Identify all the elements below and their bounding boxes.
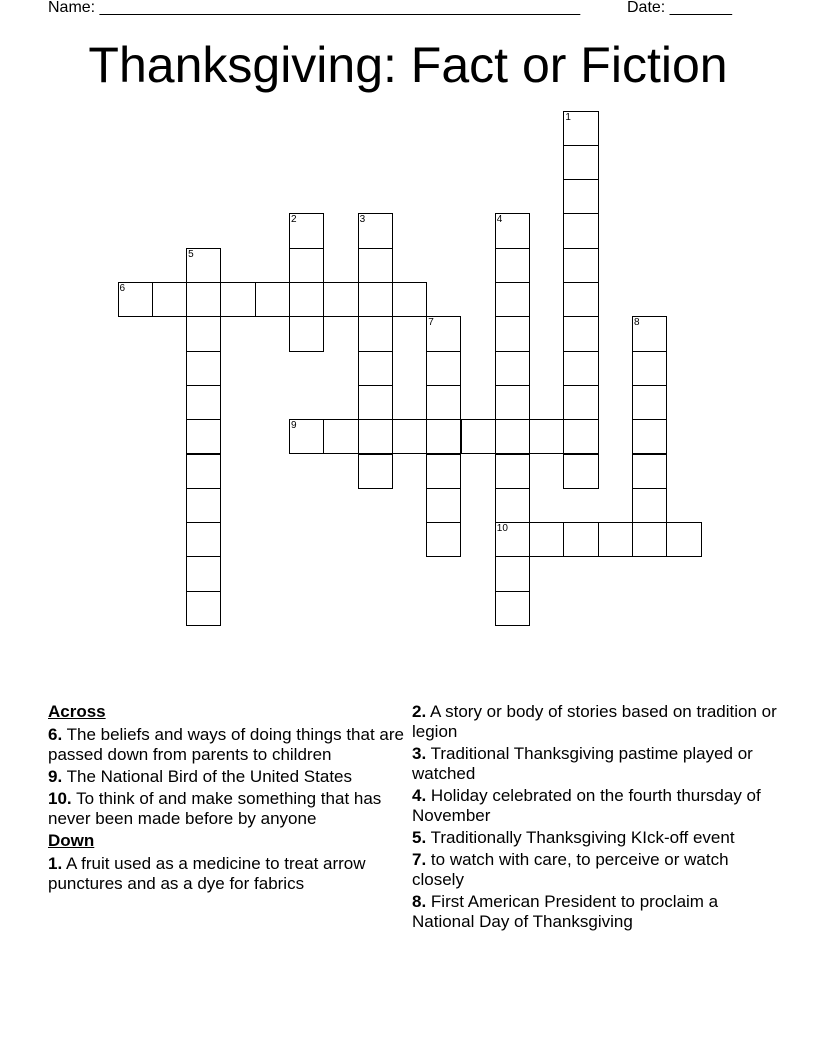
grid-cell[interactable] <box>289 282 324 317</box>
grid-cell[interactable] <box>186 385 221 420</box>
grid-cell[interactable] <box>289 248 324 283</box>
clue-across-9 <box>48 767 408 787</box>
grid-cell[interactable] <box>358 454 393 489</box>
grid-cell[interactable] <box>323 282 358 317</box>
grid-cell[interactable] <box>426 522 461 557</box>
clue-text: to watch with care, to perceive or watch closely <box>412 850 729 889</box>
grid-cell[interactable] <box>563 111 598 146</box>
grid-cell[interactable] <box>632 522 667 557</box>
clue-down-7 <box>412 850 782 890</box>
date-label: Date: _______ <box>627 0 732 16</box>
clue-down-4 <box>412 786 782 826</box>
cell-number: 7 <box>428 317 434 329</box>
clue-down-8 <box>412 892 782 932</box>
clue-text: A fruit used as a medicine to treat arrow punctures and as a dye for fabrics <box>48 854 366 893</box>
grid-cell[interactable] <box>358 419 393 454</box>
grid-cell[interactable] <box>186 248 221 283</box>
clue-number: 10. <box>48 789 72 808</box>
grid-cell[interactable] <box>495 248 530 283</box>
grid-cell[interactable] <box>666 522 701 557</box>
clue-number: 3. <box>412 744 427 763</box>
grid-cell[interactable] <box>563 179 598 214</box>
grid-cell[interactable] <box>563 385 598 420</box>
cell-number: 1 <box>565 111 571 123</box>
grid-cell[interactable] <box>186 591 221 626</box>
clue-down-1 <box>48 854 408 894</box>
grid-cell[interactable] <box>426 488 461 523</box>
clues-right-column <box>412 702 782 934</box>
grid-cell[interactable] <box>392 282 427 317</box>
grid-cell[interactable] <box>632 316 667 351</box>
clue-across-10 <box>48 789 408 829</box>
grid-cell[interactable] <box>186 282 221 317</box>
grid-cell[interactable] <box>118 282 153 317</box>
grid-cell[interactable] <box>186 316 221 351</box>
grid-cell[interactable] <box>495 591 530 626</box>
clues-left-column <box>48 702 408 896</box>
grid-cell[interactable] <box>632 488 667 523</box>
grid-cell[interactable] <box>563 419 598 454</box>
clue-text: To think of and make something that has never been made before by anyone <box>48 789 382 828</box>
grid-cell[interactable] <box>632 454 667 489</box>
clue-down-2 <box>412 702 782 742</box>
cell-number: 4 <box>496 214 503 226</box>
grid-cell[interactable] <box>563 145 598 180</box>
clue-number: 6. <box>48 725 63 744</box>
clue-number: 8. <box>412 892 427 911</box>
grid-cell[interactable] <box>152 282 187 317</box>
grid-cell[interactable] <box>495 213 530 248</box>
cell-number: 8 <box>634 317 640 329</box>
clue-text: A story or body of stories based on tradition or legion <box>412 702 777 741</box>
grid-cell[interactable] <box>220 282 255 317</box>
grid-cell[interactable] <box>358 385 393 420</box>
across-heading: Across <box>48 702 106 721</box>
grid-cell[interactable] <box>186 419 221 454</box>
grid-cell[interactable] <box>563 316 598 351</box>
grid-cell[interactable] <box>495 419 530 454</box>
cell-number: 9 <box>291 420 297 432</box>
grid-cell[interactable] <box>495 454 530 489</box>
grid-cell[interactable] <box>426 419 461 454</box>
down-heading: Down <box>48 831 95 850</box>
clue-down-5 <box>412 828 782 848</box>
grid-cell[interactable] <box>598 522 633 557</box>
grid-cell[interactable] <box>426 351 461 386</box>
grid-cell[interactable] <box>289 316 324 351</box>
grid-cell[interactable] <box>358 316 393 351</box>
grid-cell[interactable] <box>358 282 393 317</box>
clue-down-3 <box>412 744 782 784</box>
clue-number: 9. <box>48 767 63 786</box>
page-title: Thanksgiving: Fact or Fiction <box>88 37 728 93</box>
grid-cell[interactable] <box>529 419 564 454</box>
grid-cell[interactable] <box>426 316 461 351</box>
grid-cell[interactable] <box>563 282 598 317</box>
clue-number: 7. <box>412 850 427 869</box>
grid-cell[interactable] <box>632 351 667 386</box>
clue-across-6 <box>48 725 408 765</box>
grid-cell[interactable] <box>186 556 221 591</box>
clue-text: Holiday celebrated on the fourth thursday of November <box>412 786 761 825</box>
grid-cell[interactable] <box>358 213 393 248</box>
grid-cell[interactable] <box>495 522 530 557</box>
grid-cell[interactable] <box>563 454 598 489</box>
cell-number: 3 <box>359 214 366 226</box>
clue-number: 2. <box>412 702 427 721</box>
grid-cell[interactable] <box>461 419 496 454</box>
grid-cell[interactable] <box>495 282 530 317</box>
grid-cell[interactable] <box>495 316 530 351</box>
grid-cell[interactable] <box>289 213 324 248</box>
grid-cell[interactable] <box>495 385 530 420</box>
grid-cell[interactable] <box>529 522 564 557</box>
grid-cell[interactable] <box>632 385 667 420</box>
clue-number: 4. <box>412 786 427 805</box>
grid-cell[interactable] <box>563 351 598 386</box>
grid-cell[interactable] <box>186 522 221 557</box>
clue-text: The National Bird of the United States <box>66 767 352 786</box>
grid-cell[interactable] <box>563 522 598 557</box>
clue-text: Traditional Thanksgiving pastime played or watched <box>412 744 753 783</box>
clue-text: The beliefs and ways of doing things that are passed down from parents to children <box>48 725 404 764</box>
grid-cell[interactable] <box>426 385 461 420</box>
grid-cell[interactable] <box>289 419 324 454</box>
grid-cell[interactable] <box>186 351 221 386</box>
grid-cell[interactable] <box>495 351 530 386</box>
grid-cell[interactable] <box>358 351 393 386</box>
clue-number: 5. <box>412 828 427 847</box>
grid-cell[interactable] <box>495 556 530 591</box>
grid-cell[interactable] <box>495 488 530 523</box>
grid-cell[interactable] <box>563 248 598 283</box>
grid-cell[interactable] <box>323 419 358 454</box>
grid-cell[interactable] <box>186 454 221 489</box>
cell-number: 5 <box>188 248 194 260</box>
grid-cell[interactable] <box>563 213 598 248</box>
clue-number: 1. <box>48 854 63 873</box>
clue-text: First American President to proclaim a National Day of Thanksgiving <box>412 892 719 931</box>
clue-text: Traditionally Thanksgiving KIck-off event <box>430 828 735 847</box>
grid-cell[interactable] <box>632 419 667 454</box>
grid-cell[interactable] <box>186 488 221 523</box>
cell-number: 2 <box>291 214 297 226</box>
grid-cell[interactable] <box>358 248 393 283</box>
grid-cell[interactable] <box>392 419 427 454</box>
cell-number: 6 <box>119 283 126 294</box>
name-label: Name: ______________________________________________________ <box>48 0 581 16</box>
grid-cell[interactable] <box>255 282 290 317</box>
cell-number: 10 <box>496 523 508 535</box>
grid-cell[interactable] <box>426 454 461 489</box>
